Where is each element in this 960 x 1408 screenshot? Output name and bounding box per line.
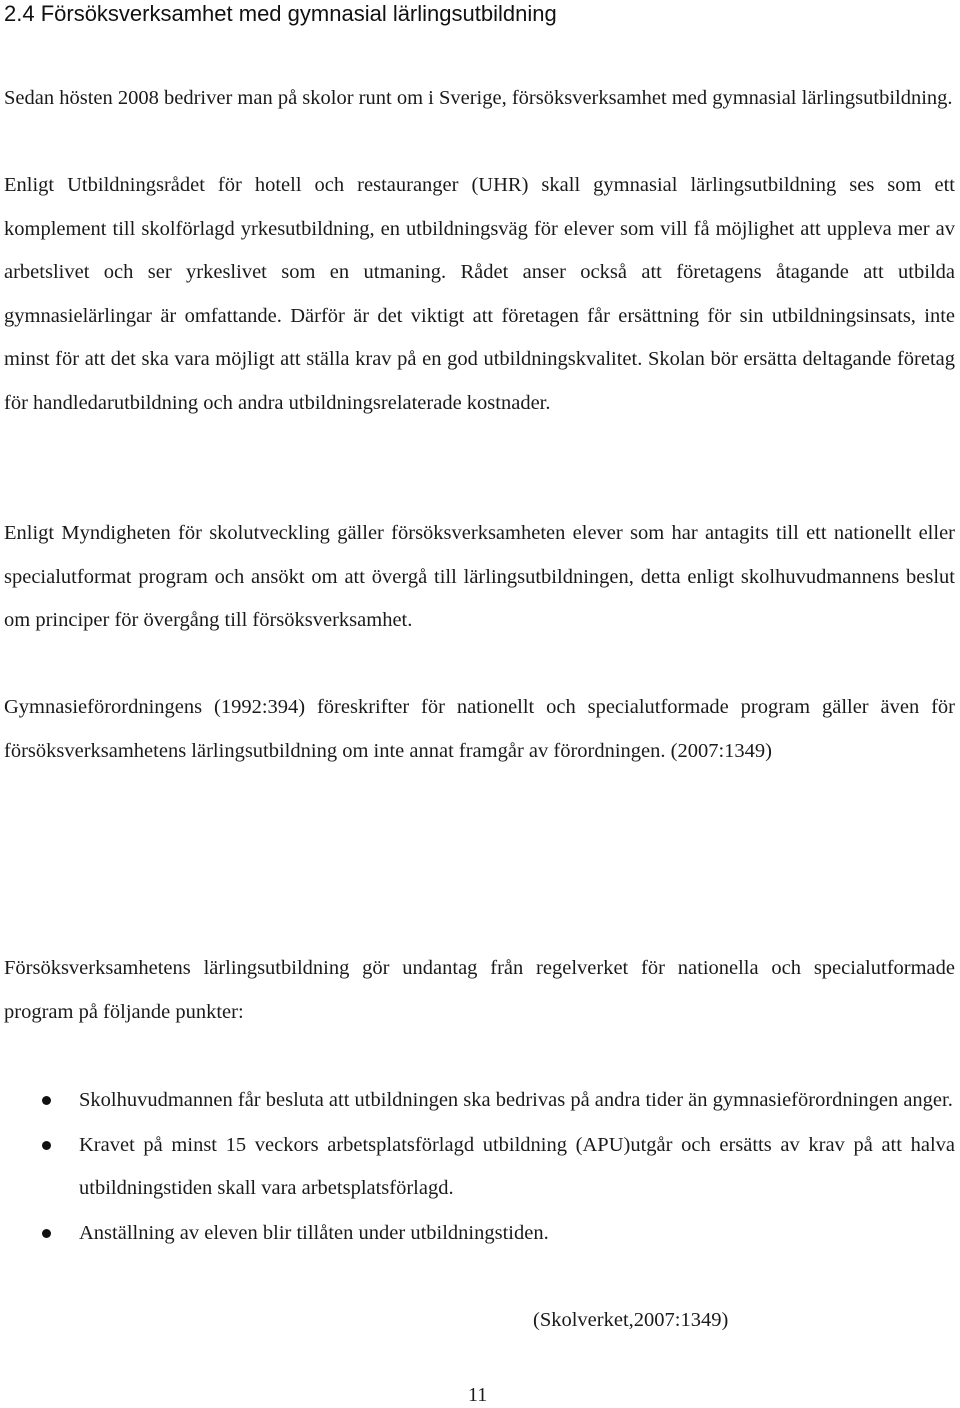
bullet-icon <box>42 1229 51 1238</box>
exception-list <box>0 1079 955 1256</box>
source-citation: (Skolverket,2007:1349) <box>533 1309 729 1331</box>
list-item <box>0 1212 955 1256</box>
bullet-icon <box>42 1096 51 1105</box>
page-number: 11 <box>468 1384 488 1406</box>
paragraph-sedan: Sedan hösten 2008 bedriver man på skolor runt om i Sverige, försöksverksamhet med gymnasial lärlingsutbildning. <box>4 87 953 109</box>
bullet-icon <box>42 1141 51 1150</box>
list-item-text: Anställning av eleven blir tillåten under utbildningstiden. <box>79 1221 549 1244</box>
list-item-text: Skolhuvudmannen får besluta att utbildningen ska bedrivas på andra tider än gymnasieförordningen anger. <box>79 1089 953 1111</box>
paragraph-gymnasieforordning: Gymnasieförordningens (1992:394) föreskrifter för nationellt och specialutformade program gäller även för försöksverksamhetens lärlingsutbildning om inte annat framgår av förordningen. (2007:1349) <box>4 696 955 762</box>
paragraph-undantag: Försöksverksamhetens lärlingsutbildning gör undantag från regelverket för nationella och specialutformade program på följande punkter: <box>4 957 955 1023</box>
paragraph-uhr: Enligt Utbildningsrådet för hotell och restauranger (UHR) skall gymnasial lärlingsutbildning ses som ett komplement till skolförlagd yrkesutbildning, en utbildningsväg för elever som vill få möjlighet att uppleva mer av arbetslivet och ser yrkeslivet som en utmaning. Rådet anser också att företagens åtagande att utbilda gymnasielärlingar är omfattande. Därför är det viktigt att företagen får ersättning för sin utbildningsinsats, inte minst för att det ska vara möjligt att ställa krav på en god utbildningskvalitet. Skolan bör ersätta deltagande företag för handledarutbildning och andra utbildningsrelaterade kostnader. <box>4 174 955 414</box>
paragraph-skolutveckling: Enligt Myndigheten för skolutveckling gäller försöksverksamheten elever som har antagits till ett nationellt eller specialutformat program och ansökt om att övergå till lärlingsutbildningen, detta enligt skolhuvudmannens beslut om principer för övergång till försöksverksamhet. <box>4 522 955 631</box>
list-item-text: Kravet på minst 15 veckors arbetsplatsförlagd utbildning (APU)utgår och ersätts av krav på att halva utbildningstiden skall vara arbetsplatsförlagd. <box>79 1133 955 1199</box>
list-item <box>0 1079 955 1123</box>
list-item <box>0 1124 955 1211</box>
section-heading: 2.4 Försöksverksamhet med gymnasial lärlingsutbildning <box>4 1 557 26</box>
